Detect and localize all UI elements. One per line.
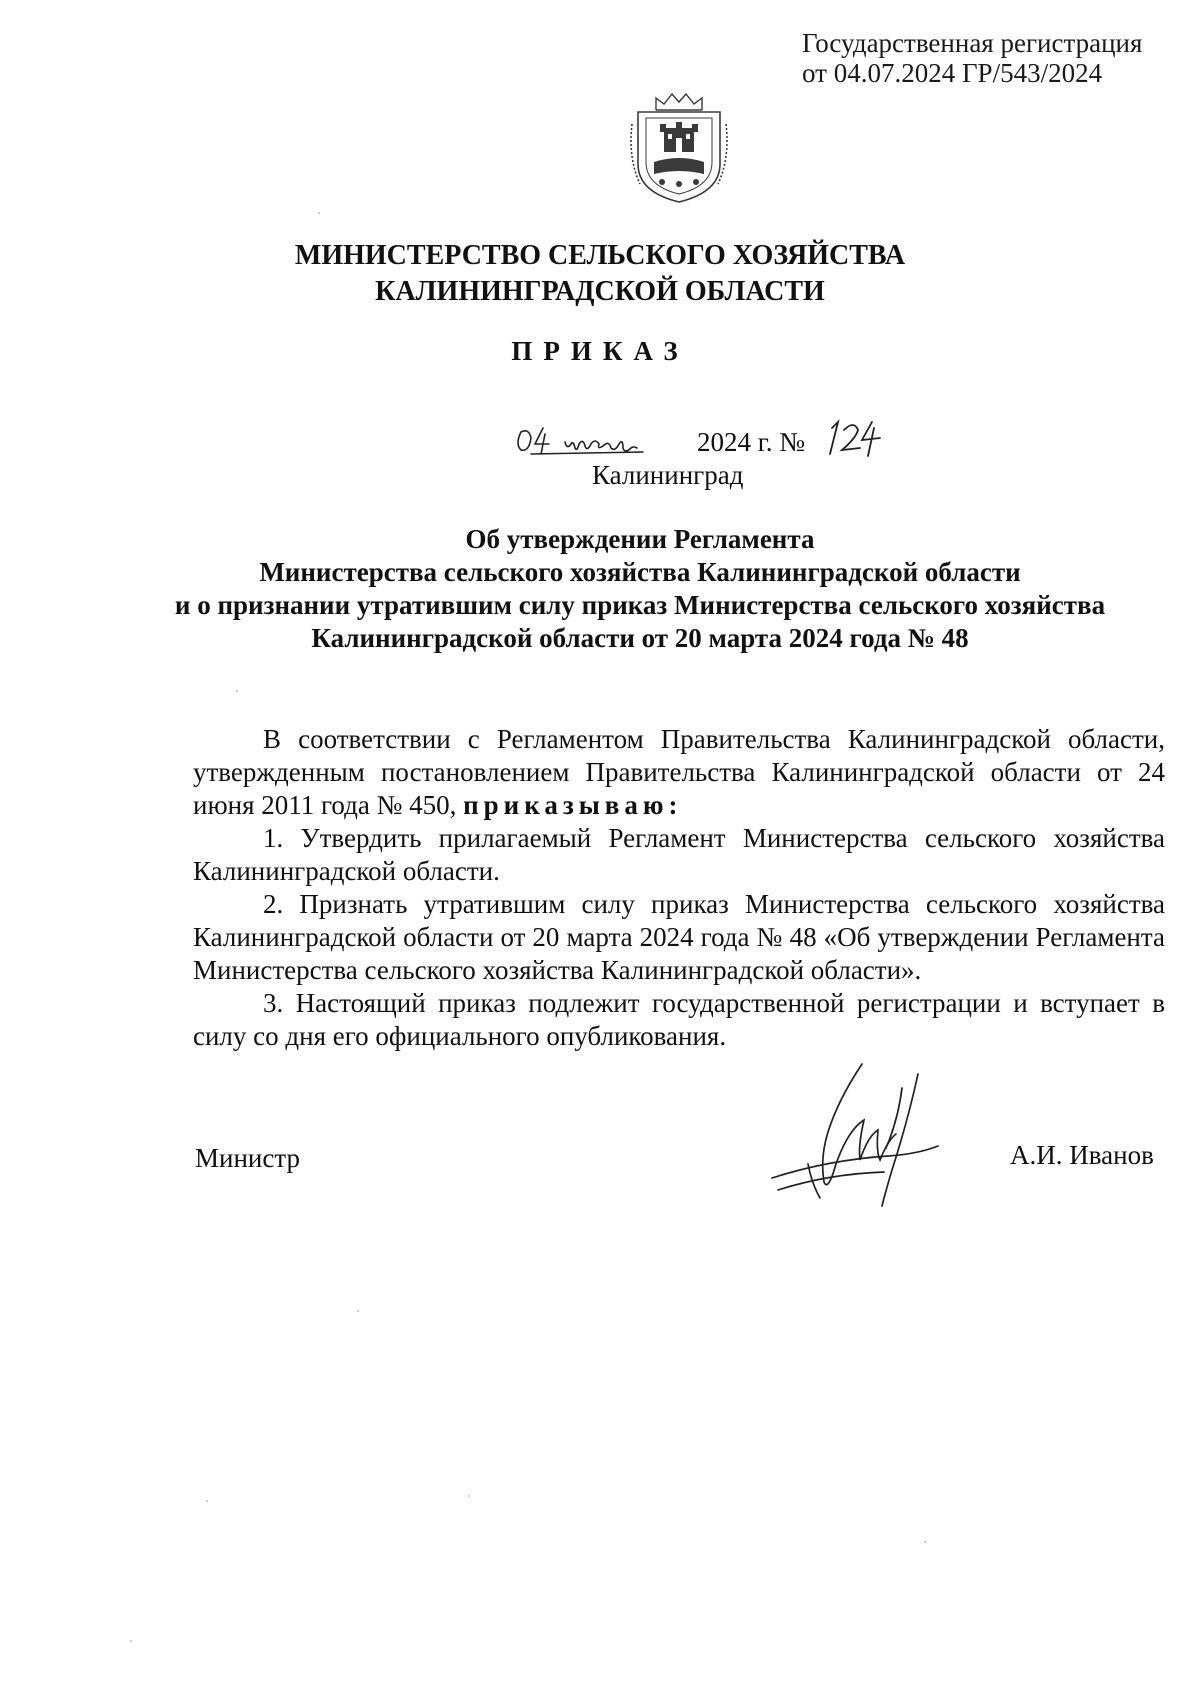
registration-line-1: Государственная регистрация [802, 28, 1143, 58]
scan-speck [236, 690, 238, 692]
preamble-text: В соответствии с Регламентом Правительства Калининградской области, утвержденным постановлением Правительства Калининградской области от 24 июня 2011 года № 450, [193, 724, 1165, 820]
order-item: 3. Настоящий приказ подлежит государственной регистрации и вступает в силу со дня его официального опубликования. [193, 988, 1165, 1051]
title-line-1: Об утверждении Регламента [465, 524, 815, 554]
scan-speck [357, 1310, 359, 1312]
scan-speck [468, 1495, 470, 1497]
order-title [150, 523, 1130, 655]
signature-icon [768, 1060, 946, 1210]
signer-name: А.И. Иванов [1010, 1140, 1154, 1170]
registration-stamp [802, 28, 1142, 88]
title-line-3: и о признании утратившим силу приказ Министерства сельского хозяйства [174, 590, 1106, 620]
title-line-4: Калининградской области от 20 марта 2024 года № 48 [311, 623, 969, 653]
scan-speck [924, 1541, 926, 1543]
scan-speck [318, 212, 320, 214]
scan-speck [130, 1640, 132, 1642]
document-type: ПРИКАЗ [511, 336, 689, 366]
handwritten-date [513, 420, 645, 462]
title-line-2: Министерства сельского хозяйства Калининградской области [259, 557, 1021, 587]
order-body [193, 723, 1165, 1053]
order-word: приказываю: [463, 790, 683, 820]
handwritten-number [822, 418, 882, 462]
ministry-line-1: МИНИСТЕРСТВО СЕЛЬСКОГО ХОЗЯЙСТВА [294, 240, 906, 271]
city: Калининград [592, 460, 744, 490]
preamble-paragraph [193, 723, 1165, 822]
order-item: 2. Признать утратившим силу приказ Министерства сельского хозяйства Калининградской области от 20 марта 2024 года № 48 «Об утверждении Регламента Министерства сельского хозяйства Калининградской области». [193, 889, 1165, 985]
order-year-and-number-label: 2024 г. № [697, 427, 806, 457]
ministry-name [0, 238, 1200, 310]
scan-speck [206, 1500, 208, 1502]
registration-line-2: от 04.07.2024 ГР/543/2024 [802, 58, 1103, 88]
order-item: 1. Утвердить прилагаемый Регламент Министерства сельского хозяйства Калининградской области. [193, 823, 1165, 886]
coat-of-arms-icon [626, 88, 732, 206]
signer-position: Министр [195, 1143, 300, 1173]
ministry-line-2: КАЛИНИНГРАДСКОЙ ОБЛАСТИ [375, 276, 825, 307]
